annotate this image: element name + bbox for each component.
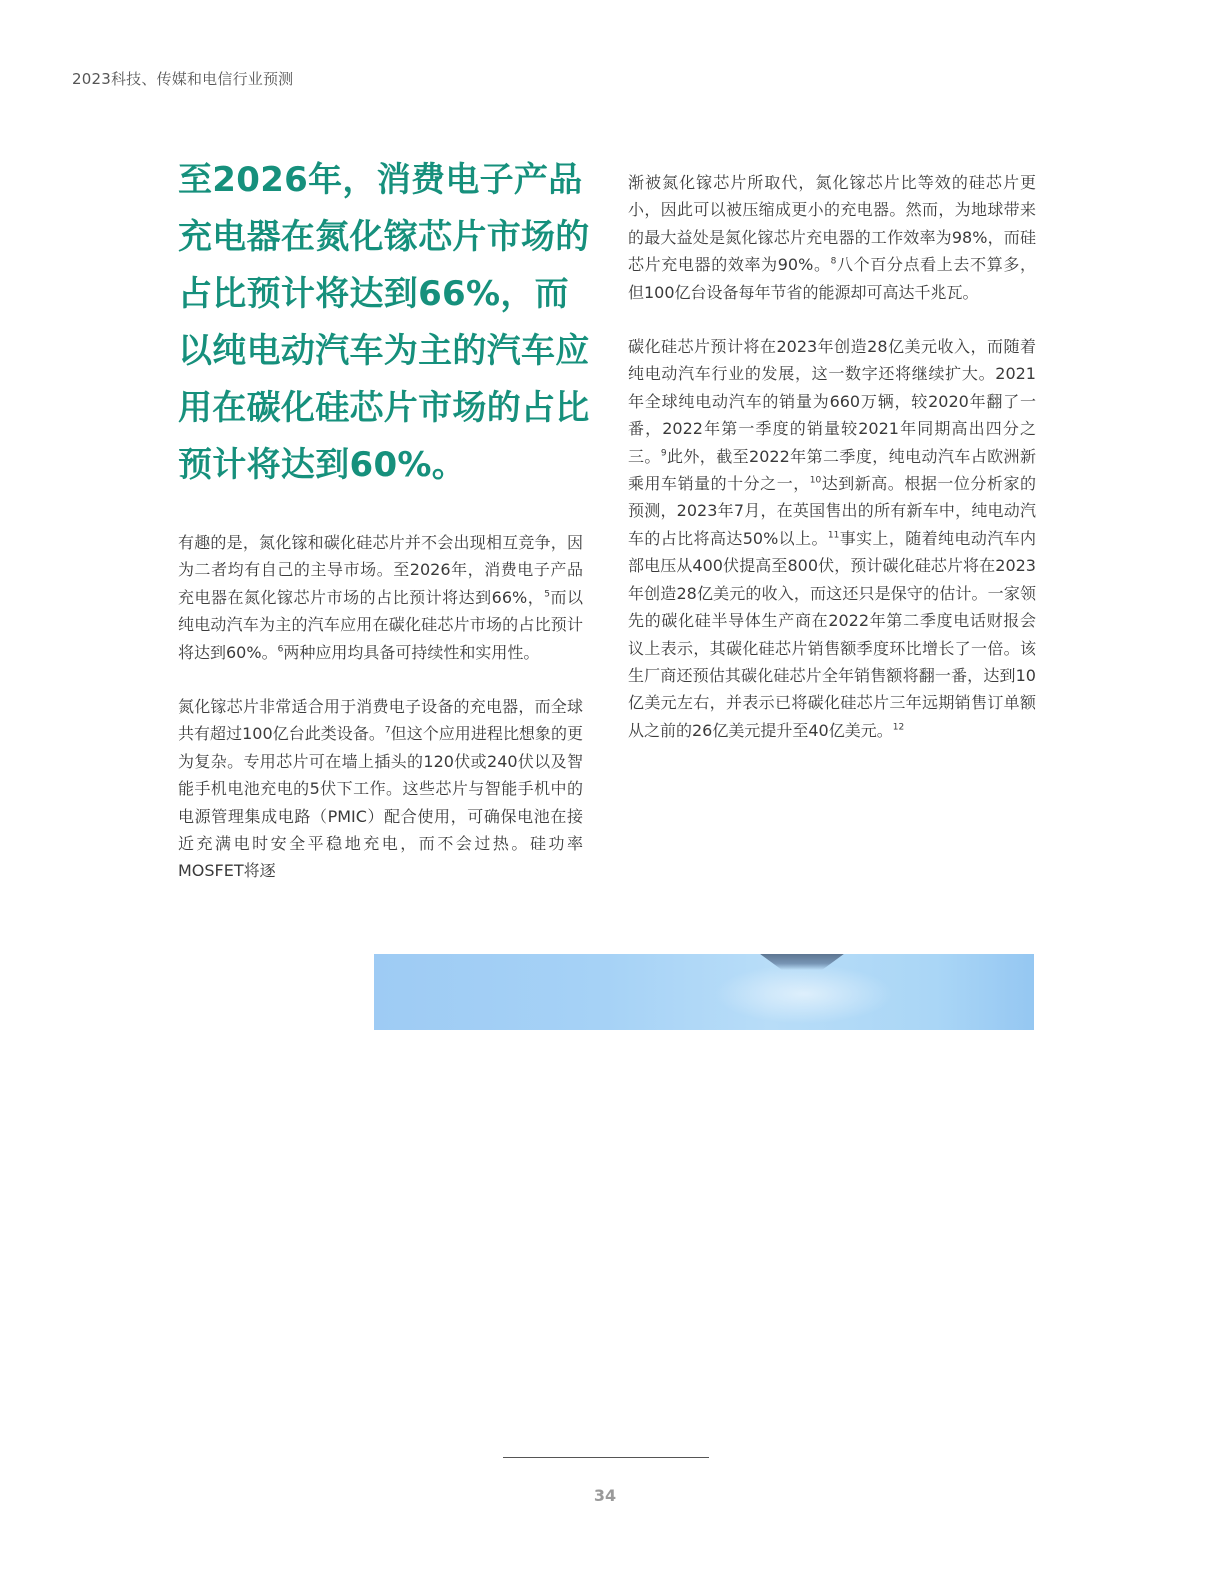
- footer-divider: [503, 1457, 709, 1458]
- paragraph-text: 有趣的是，氮化镓和碳化硅芯片并不会出现相互竞争，因为二者均有自己的主导市场。至2026年，消费电子产品充电器在氮化镓芯片市场的占比预计将达到66%，: [178, 533, 583, 607]
- footnote-ref[interactable]: 6: [277, 644, 284, 655]
- chip-photo-banner: [374, 954, 1034, 1030]
- paragraph-text: 氮化镓芯片非常适合用于消费电子设备的充电器，而全球共有超过100亿台此类设备。: [178, 697, 583, 744]
- footnote-ref[interactable]: 11: [827, 530, 840, 541]
- pull-quote: 至2026年，消费电子产品充电器在氮化镓芯片市场的占比预计将达到66%，而以纯电动汽车为主的汽车应用在碳化硅芯片市场的占比预计将达到60%。: [178, 160, 590, 485]
- paragraph-text: 碳化硅芯片预计将在2023年创造28亿美元收入，而随着纯电动汽车行业的发展，这一数字还将继续扩大。2021年全球纯电动汽车的销量为660万辆，较2020年翻了一番，2022年第一季度的销量较2021年同期高出四分之三。: [628, 337, 1036, 466]
- paragraph-text: 达到新高。根据一位分析家的预测，2023年7月，在英国售出的所有新车中，纯电动汽车的占比将高达50%以上。: [628, 474, 1036, 548]
- paragraph-text: 而以纯电动汽车为主的汽车应用在碳化硅芯片市场的占比预计将达到60%。: [178, 587, 583, 662]
- paragraph: [178, 529, 583, 666]
- paragraph: [628, 333, 1036, 744]
- paragraph-text: 但这个应用进程比想象的更为复杂。专用芯片可在墙上插头的120伏或240伏以及智能手机电池充电的5伏下工作。这些芯片与智能手机中的电源管理集成电路（PMIC）配合使用，可确保电池在接近充满电时安全平稳地充电，而不会过热。硅功率MOSFET将逐: [178, 724, 583, 881]
- footnote-ref[interactable]: 8: [830, 256, 837, 267]
- left-column: [178, 529, 583, 912]
- paragraph-text: 渐被氮化镓芯片所取代，氮化镓芯片比等效的硅芯片更小，因此可以被压缩成更小的充电器。然而，为地球带来的最大益处是氮化镓芯片充电器的工作效率为98%，而硅芯片充电器的效率为90%。: [628, 173, 1036, 275]
- footnote-ref[interactable]: 10: [809, 475, 822, 486]
- paragraph-text: 八个百分点看上去不算多，但100亿台设备每年节省的能源却可高达千兆瓦。: [628, 255, 1036, 302]
- paragraph: [178, 693, 583, 885]
- footnote-ref[interactable]: 7: [384, 726, 391, 737]
- photo-glow: [714, 964, 894, 1024]
- page-number: 34: [593, 1486, 617, 1505]
- paragraph-text: 此外，截至2022年第二季度，纯电动汽车占欧洲新乘用车销量的十分之一，: [628, 446, 1036, 494]
- footnote-ref[interactable]: 9: [660, 448, 667, 459]
- footnote-ref[interactable]: 5: [544, 589, 550, 600]
- paragraph-text: 两种应用均具备可持续性和实用性。: [283, 642, 540, 662]
- footnote-ref[interactable]: 12: [892, 722, 905, 733]
- paragraph-text: 事实上，随着纯电动汽车内部电压从400伏提高至800伏，预计碳化硅芯片将在2023年创造28亿美元的收入，而这还只是保守的估计。一家领先的碳化硅半导体生产商在2022年第二季度电话财报会议上表示，其碳化硅芯片销售额季度环比增长了一倍。该生厂商还预估其碳化硅芯片全年销售额将翻一番，达到10亿美元左右，并表示已将碳化硅芯片三年远期销售订单额从之前的26亿美元提升至40亿美元。: [628, 528, 1036, 740]
- paragraph: [628, 169, 1036, 306]
- running-header: 2023科技、传媒和电信行业预测: [72, 70, 294, 88]
- right-column: [628, 169, 1036, 771]
